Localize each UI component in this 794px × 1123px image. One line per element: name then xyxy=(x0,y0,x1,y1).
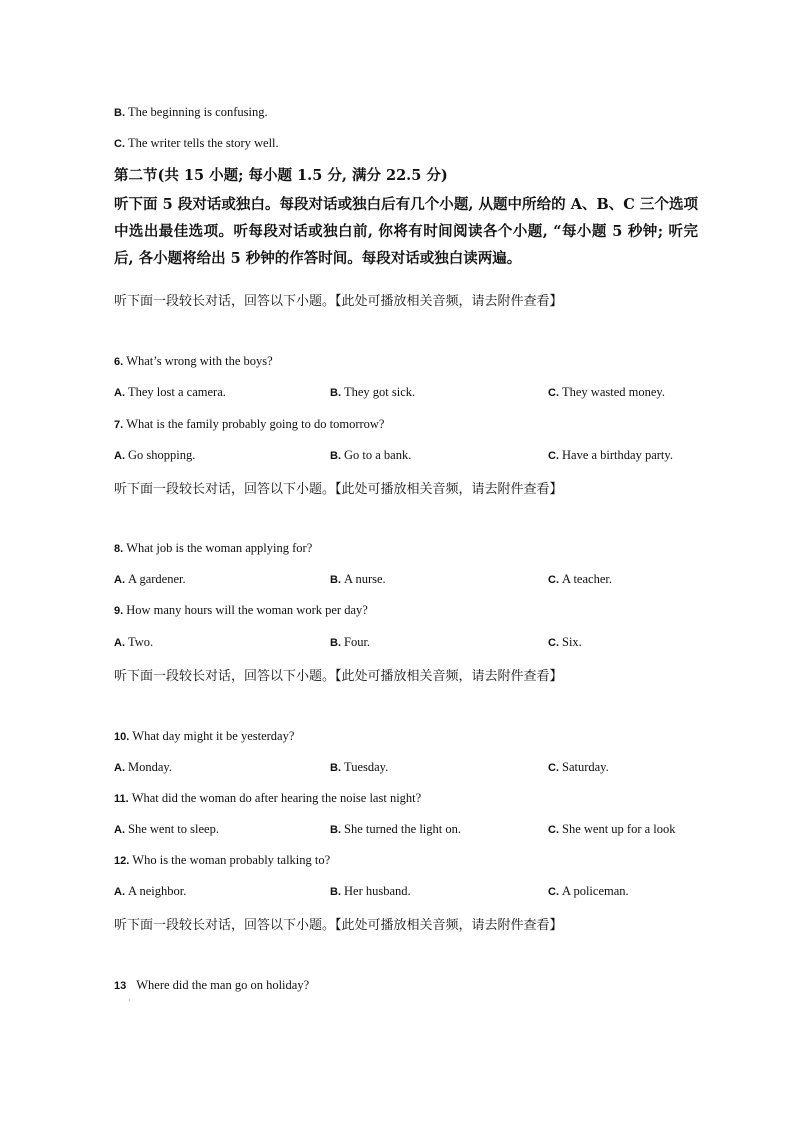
stray-dot: · xyxy=(128,996,131,1005)
option-text: Go to a bank. xyxy=(344,448,412,462)
question-text: What job is the woman applying for? xyxy=(126,541,313,555)
question-number: 12. xyxy=(114,855,130,867)
option-label: B. xyxy=(330,824,341,836)
q6-option-b xyxy=(330,385,415,400)
section-title: 第二节(共 15 小题; 每小题 1.5 分, 满分 22.5 分) xyxy=(114,167,448,184)
option-text: A neighbor. xyxy=(128,884,187,898)
option-label: A. xyxy=(114,762,125,774)
q8-option-a xyxy=(114,572,186,587)
option-text: Her husband. xyxy=(344,884,411,898)
option-label: A. xyxy=(114,574,125,586)
question-13 xyxy=(114,978,309,993)
question-number: 13 xyxy=(114,980,127,992)
option-text: They got sick. xyxy=(344,385,416,399)
listen-note: 听下面一段较长对话，回答以下小题。【此处可播放相关音频，请去附件查看】 xyxy=(114,669,563,684)
q10-option-a xyxy=(114,760,172,775)
question-number: 8. xyxy=(114,543,124,555)
q6-option-a xyxy=(114,385,226,400)
option-text: A gardener. xyxy=(128,572,186,586)
option-label: C. xyxy=(548,762,559,774)
option-label: C. xyxy=(548,574,559,586)
option-text: Monday. xyxy=(128,760,172,774)
question-9 xyxy=(114,603,368,618)
question-text: How many hours will the woman work per day? xyxy=(126,603,368,617)
option-text: She turned the light on. xyxy=(344,822,461,836)
option-label: B. xyxy=(330,637,341,649)
q6-option-c xyxy=(548,385,665,400)
question-10 xyxy=(114,729,294,744)
option-label: A. xyxy=(114,450,125,462)
listen-note: 听下面一段较长对话，回答以下小题。【此处可播放相关音频，请去附件查看】 xyxy=(114,918,563,933)
option-text: She went to sleep. xyxy=(128,822,219,836)
option-text: Go shopping. xyxy=(128,448,196,462)
option-text: They lost a camera. xyxy=(128,385,226,399)
option-text: Tuesday. xyxy=(344,760,389,774)
option-text: Have a birthday party. xyxy=(562,448,673,462)
q11-option-a xyxy=(114,822,219,837)
question-number: 10. xyxy=(114,731,130,743)
listen-note: 听下面一段较长对话，回答以下小题。【此处可播放相关音频，请去附件查看】 xyxy=(114,294,563,309)
option-label: B. xyxy=(330,886,341,898)
option-label: C. xyxy=(114,138,125,150)
option-text: Saturday. xyxy=(562,760,609,774)
option-label: B. xyxy=(330,762,341,774)
option-label: C. xyxy=(548,387,559,399)
question-12 xyxy=(114,853,330,868)
option-label: B. xyxy=(330,387,341,399)
question-text: What day might it be yesterday? xyxy=(132,729,295,743)
q9-option-a xyxy=(114,635,153,650)
q8-option-c xyxy=(548,572,612,587)
q10-option-c xyxy=(548,760,609,775)
prev-option-c xyxy=(114,136,279,151)
q12-option-b xyxy=(330,884,411,899)
question-text: What did the woman do after hearing the noise last night? xyxy=(131,791,422,805)
option-label: B. xyxy=(330,450,341,462)
option-text: She went up for a look xyxy=(562,822,676,836)
question-number: 9. xyxy=(114,605,124,617)
q10-option-b xyxy=(330,760,388,775)
q7-option-b xyxy=(330,448,411,463)
question-text: Who is the woman probably talking to? xyxy=(132,853,331,867)
option-text: Six. xyxy=(562,635,582,649)
q7-option-a xyxy=(114,448,195,463)
question-7 xyxy=(114,417,384,432)
question-text: What is the family probably going to do tomorrow? xyxy=(126,417,385,431)
q7-option-c xyxy=(548,448,673,463)
q12-option-a xyxy=(114,884,186,899)
q11-option-b xyxy=(330,822,461,837)
option-label: B. xyxy=(330,574,341,586)
question-text: What’s wrong with the boys? xyxy=(126,354,273,368)
option-text: Two. xyxy=(128,635,154,649)
question-6 xyxy=(114,354,273,369)
question-number: 7. xyxy=(114,419,124,431)
option-label: A. xyxy=(114,637,125,649)
option-label: A. xyxy=(114,886,125,898)
option-label: C. xyxy=(548,886,559,898)
question-text: Where did the man go on holiday? xyxy=(136,978,310,992)
option-text: A nurse. xyxy=(344,572,386,586)
option-text: They wasted money. xyxy=(562,385,665,399)
option-label: C. xyxy=(548,637,559,649)
question-8 xyxy=(114,541,312,556)
option-label: B. xyxy=(114,107,125,119)
option-label: C. xyxy=(548,450,559,462)
option-text: Four. xyxy=(344,635,371,649)
option-text: A policeman. xyxy=(562,884,629,898)
question-11 xyxy=(114,791,421,806)
q11-option-c xyxy=(548,822,676,837)
listen-note: 听下面一段较长对话，回答以下小题。【此处可播放相关音频，请去附件查看】 xyxy=(114,482,563,497)
q12-option-c xyxy=(548,884,629,899)
option-text: The beginning is confusing. xyxy=(128,105,268,119)
option-text: A teacher. xyxy=(562,572,612,586)
prev-option-b xyxy=(114,105,268,120)
question-number: 11. xyxy=(114,793,129,805)
q9-option-c xyxy=(548,635,582,650)
q9-option-b xyxy=(330,635,370,650)
question-number: 6. xyxy=(114,356,124,368)
option-text: The writer tells the story well. xyxy=(128,136,279,150)
section-instructions: 听下面 5 段对话或独白。每段对话或独白后有几个小题, 从题中所给的 A、B、C 三个选项中选出最佳选项。听每段对话或独白前, 你将有时间阅读各个小题, “每小题 5 秒钟; 听完后, 各小题将给出 5 秒钟的作答时间。每段对话或独白读两遍。 xyxy=(114,196,698,267)
option-label: C. xyxy=(548,824,559,836)
option-label: A. xyxy=(114,387,125,399)
q8-option-b xyxy=(330,572,386,587)
option-label: A. xyxy=(114,824,125,836)
